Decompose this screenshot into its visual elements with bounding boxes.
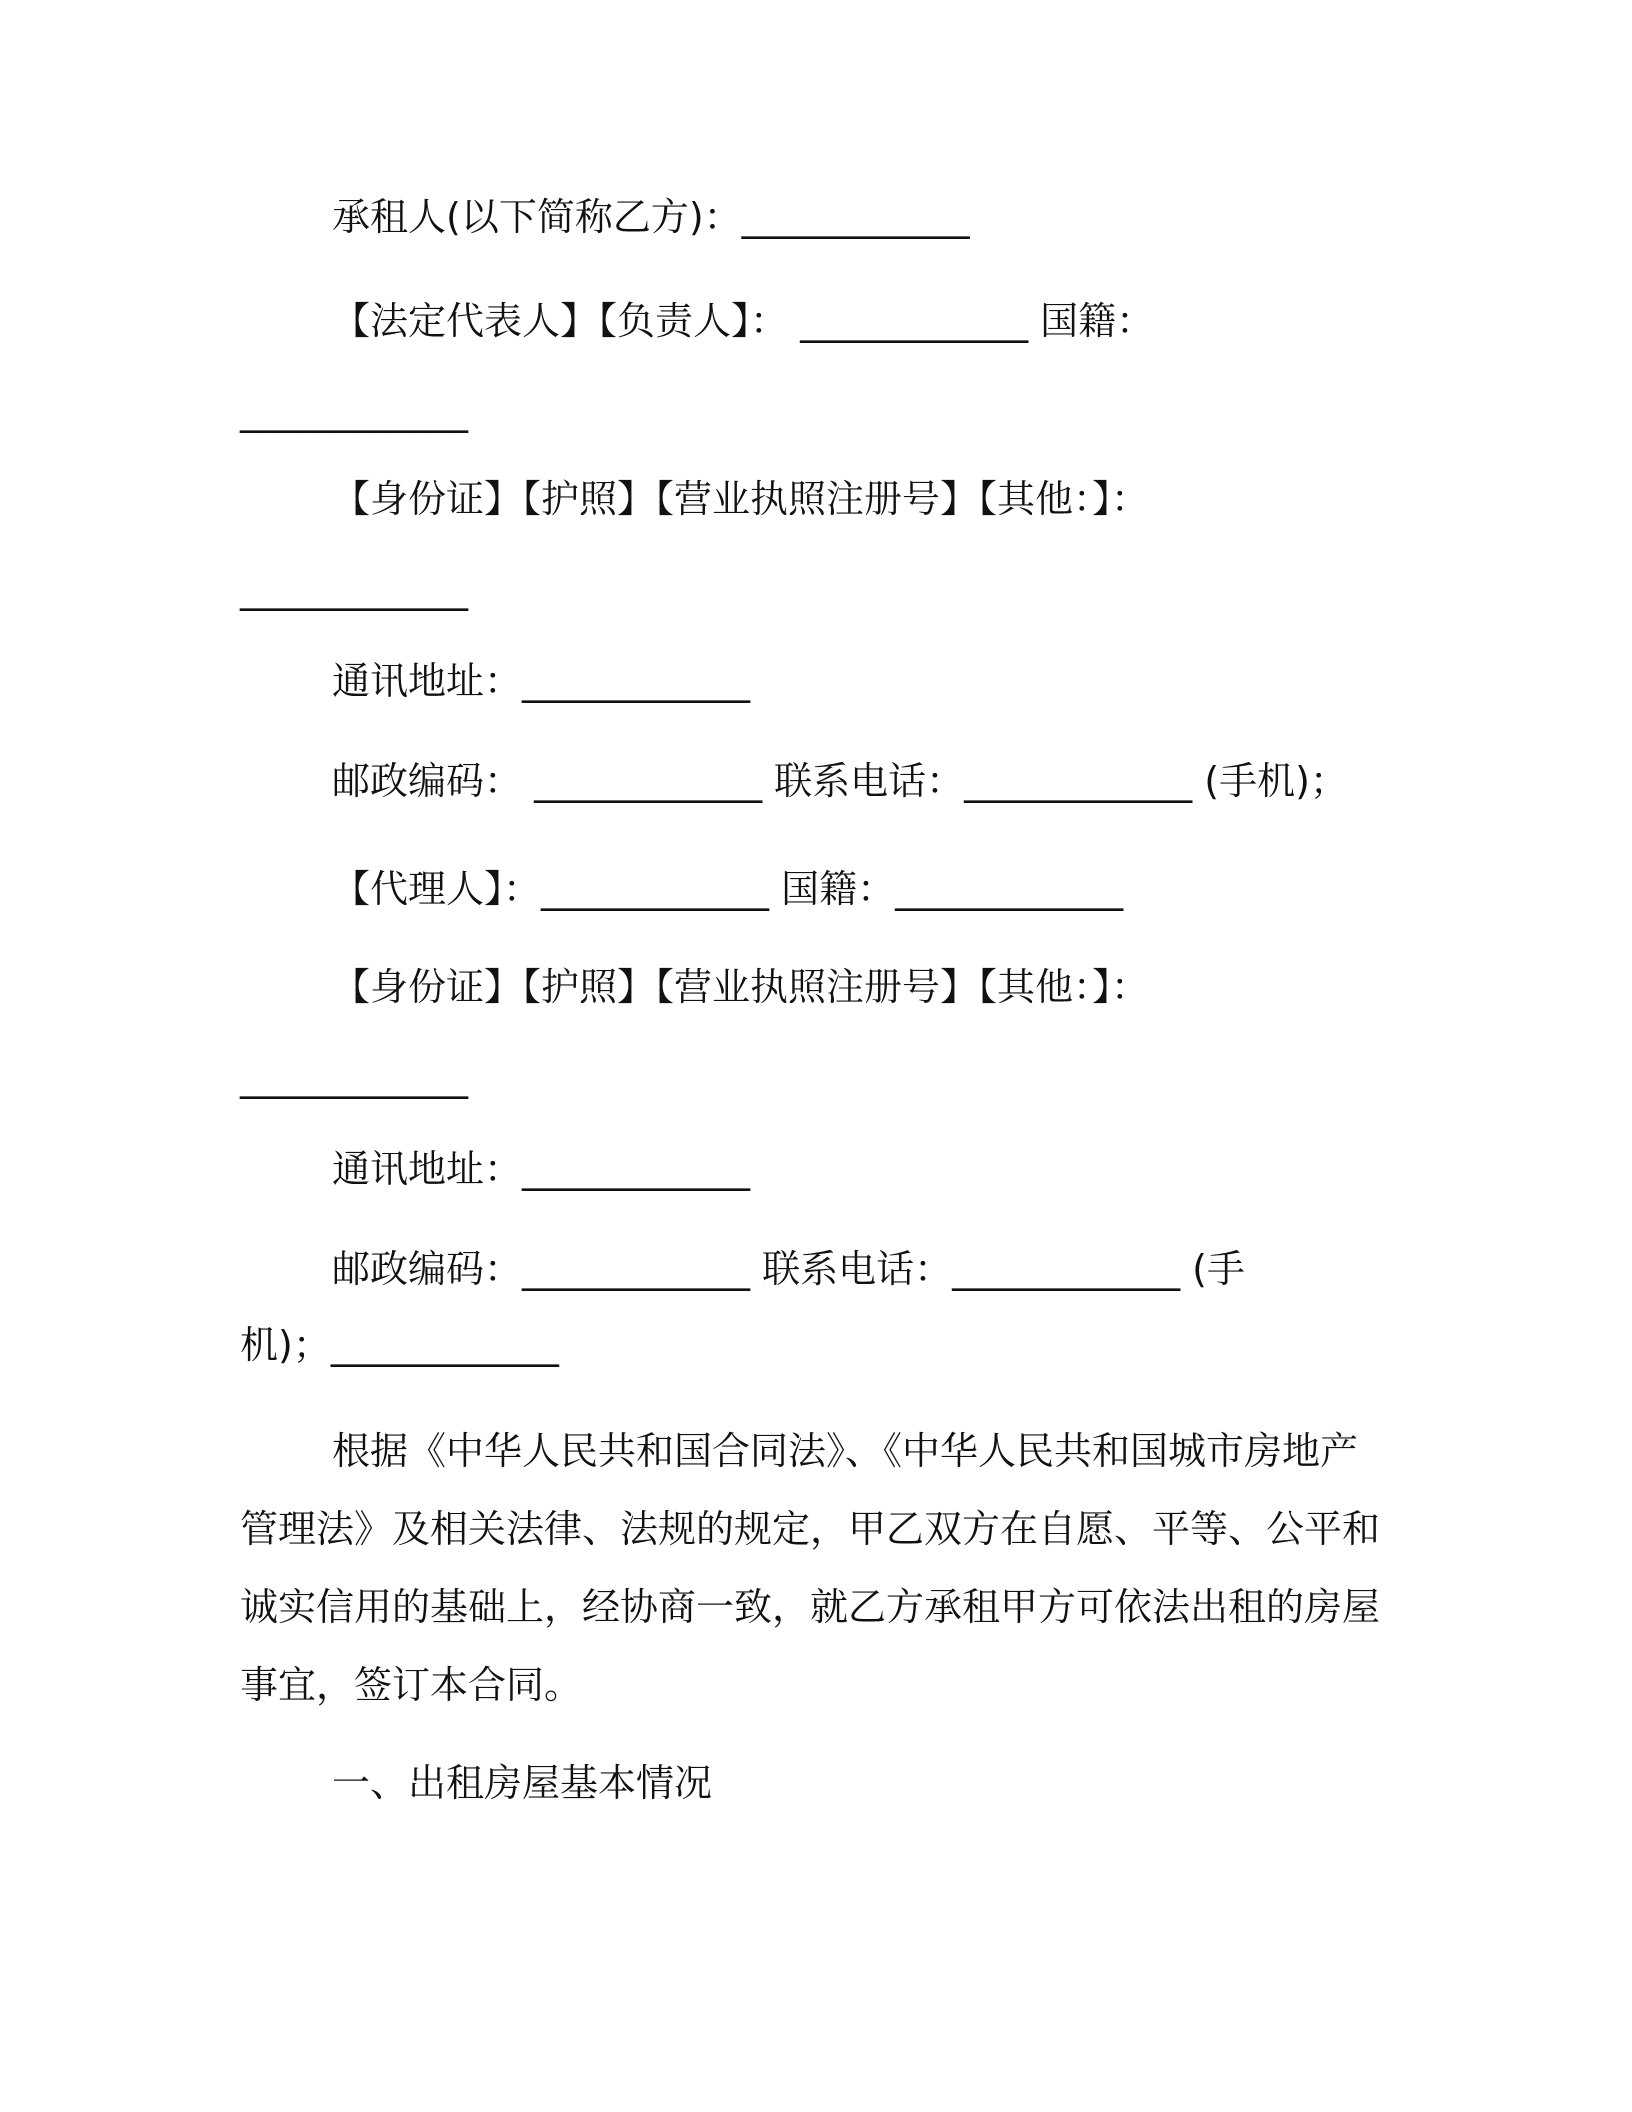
address-line: 通讯地址：____________ [332, 659, 751, 703]
postal-phone-line: 邮政编码： ____________ 联系电话：____________ (手机)； [332, 759, 1348, 803]
agent-mobile-line: 机)；____________ [240, 1323, 559, 1367]
id-number-blank: ____________ [240, 567, 468, 611]
legal-representative-line: 【法定代表人】【负责人】： ____________ 国籍： [332, 299, 1155, 343]
agent-id-type-line: 【身份证】【护照】【营业执照注册号】【其他：】： [332, 965, 1150, 1009]
agent-id-number-blank: ____________ [240, 1055, 468, 1099]
lessee-line: 承租人(以下简称乙方)：____________ [332, 195, 970, 239]
contract-basis-paragraph: 根据《中华人民共和国合同法》、《中华人民共和国城市房地产管理法》及相关法律、法规的规定，甲乙双方在自愿、平等、公平和诚实信用的基础上，经协商一致，就乙方承租甲方可依法出租的房屋事宜，签订本合同。 [240, 1429, 1381, 1707]
nationality-blank: ____________ [240, 389, 468, 433]
section-heading: 一、出租房屋基本情况 [332, 1761, 713, 1805]
agent-postal-phone-line: 邮政编码：____________ 联系电话：____________ (手 [332, 1247, 1245, 1291]
agent-address-line: 通讯地址：____________ [332, 1147, 751, 1191]
agent-line: 【代理人】：____________ 国籍：____________ [332, 867, 1124, 911]
id-type-line: 【身份证】【护照】【营业执照注册号】【其他：】： [332, 477, 1150, 521]
